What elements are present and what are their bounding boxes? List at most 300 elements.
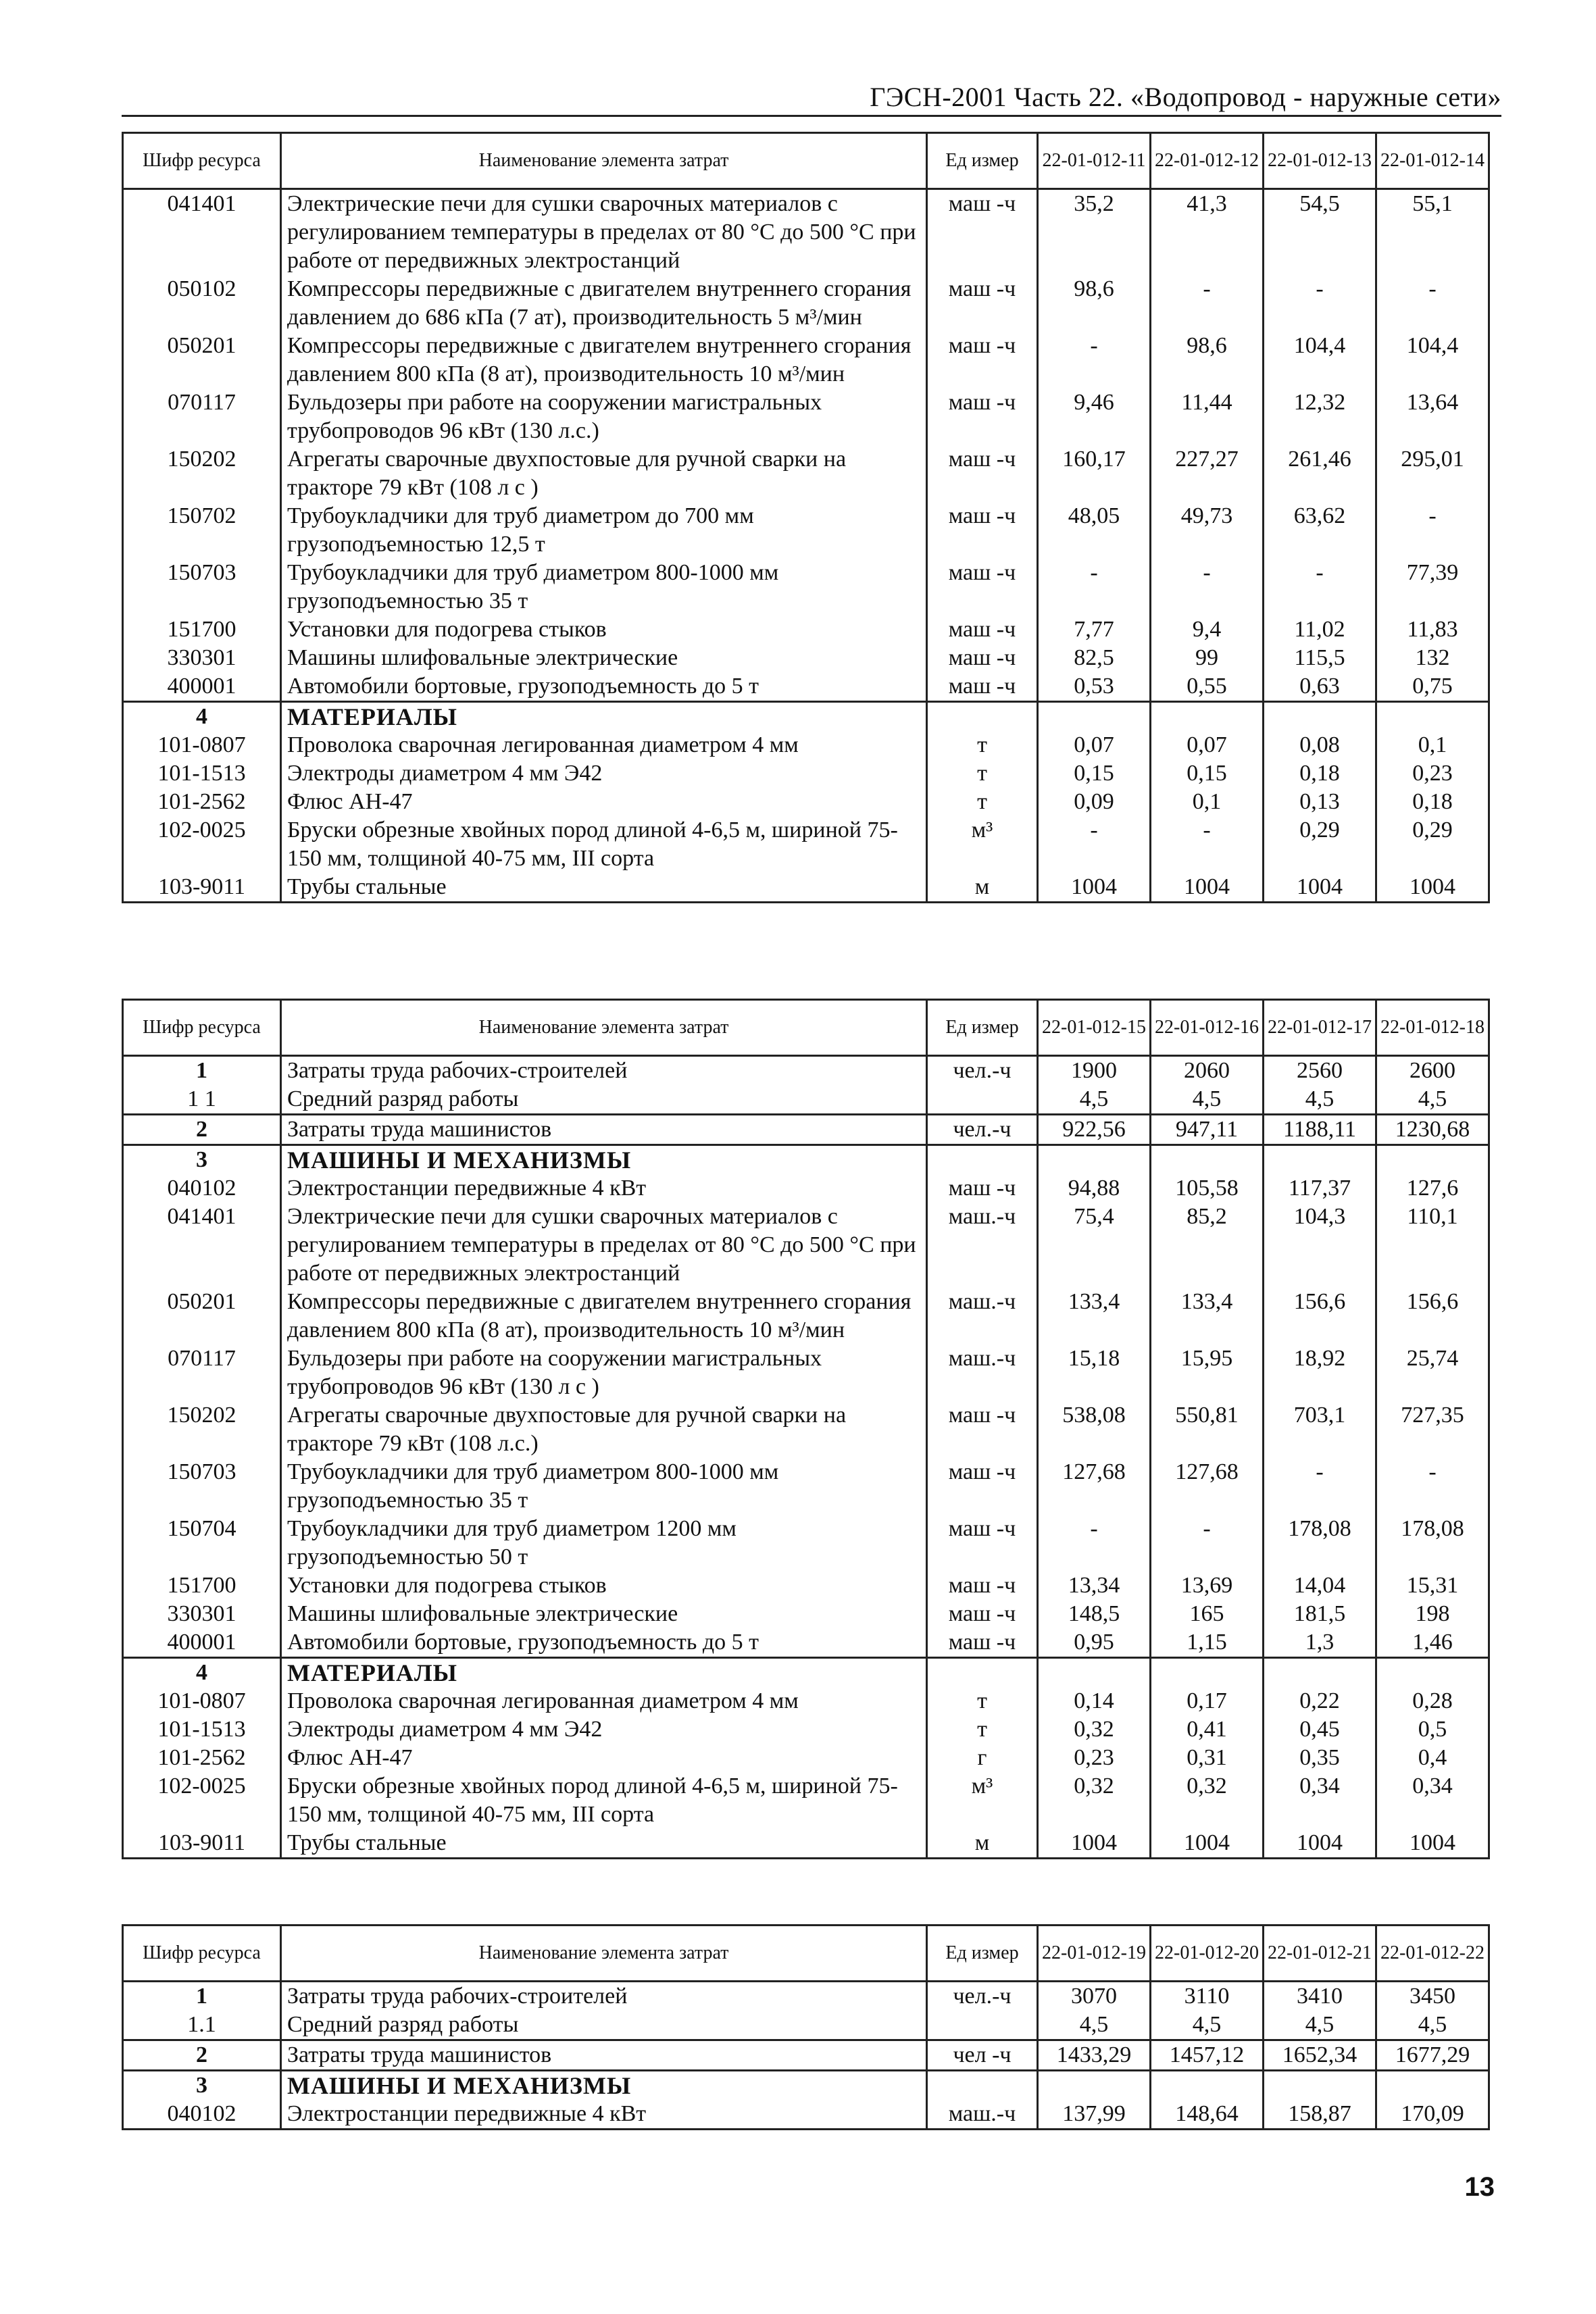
cell-code: 1 1 bbox=[123, 1085, 281, 1115]
cell-v4: 0,28 bbox=[1376, 1687, 1489, 1715]
cell-unit: маш -ч bbox=[927, 1401, 1038, 1458]
cell-v3: 156,6 bbox=[1264, 1288, 1376, 1344]
table-row bbox=[123, 332, 1489, 388]
cell-name: Электрические печи для сушки сварочных материалов с регулированием температуры в пределах от 80 °С до 500 °С при работе от передвижных электростанций bbox=[281, 1203, 927, 1288]
cell-v3: 4,5 bbox=[1264, 1085, 1376, 1115]
cell-v4: 0,1 bbox=[1376, 731, 1489, 759]
cell-unit bbox=[927, 1658, 1038, 1688]
cell-v4: 15,31 bbox=[1376, 1571, 1489, 1600]
cell-unit: маш.-ч bbox=[927, 1344, 1038, 1401]
cell-v2: 550,81 bbox=[1151, 1401, 1264, 1458]
cell-name: Электрические печи для сушки сварочных материалов с регулированием температуры в пределах от 80 °С до 500 °С при работе от передвижных электростанций bbox=[281, 189, 927, 276]
cell-unit bbox=[927, 1145, 1038, 1175]
cell-v2: 227,27 bbox=[1151, 445, 1264, 502]
cell-name: Агрегаты сварочные двухпостовые для ручной сварки на тракторе 79 кВт (108 л.с.) bbox=[281, 1401, 927, 1458]
cell-name: Трубоукладчики для труб диаметром 1200 мм грузоподъемностью 50 т bbox=[281, 1515, 927, 1571]
cell-v4 bbox=[1376, 1658, 1489, 1688]
cell-v4: 2600 bbox=[1376, 1056, 1489, 1086]
cell-v1: 35,2 bbox=[1038, 189, 1151, 276]
cell-v3: 0,08 bbox=[1264, 731, 1376, 759]
cell-unit: маш.-ч bbox=[927, 1288, 1038, 1344]
cell-name: Трубоукладчики для труб диаметром 800-1000 мм грузоподъемностью 35 т bbox=[281, 559, 927, 615]
cell-v3: 0,45 bbox=[1264, 1715, 1376, 1744]
cell-code: 150202 bbox=[123, 1401, 281, 1458]
cell-v3: 18,92 bbox=[1264, 1344, 1376, 1401]
cell-v1: 1004 bbox=[1038, 1829, 1151, 1859]
header-row bbox=[123, 133, 1489, 189]
cell-v2: 2060 bbox=[1151, 1056, 1264, 1086]
cell-v4: 1677,29 bbox=[1376, 2040, 1489, 2071]
cell-unit: маш -ч bbox=[927, 1571, 1038, 1600]
cell-name: Электростанции передвижные 4 кВт bbox=[281, 1174, 927, 1203]
cell-v1: 160,17 bbox=[1038, 445, 1151, 502]
cell-v1: 75,4 bbox=[1038, 1203, 1151, 1288]
table-row bbox=[123, 502, 1489, 559]
table-row bbox=[123, 1829, 1489, 1859]
cell-name: Средний разряд работы bbox=[281, 1085, 927, 1115]
cell-v2: - bbox=[1151, 275, 1264, 332]
cell-name: МАШИНЫ И МЕХАНИЗМЫ bbox=[281, 1145, 927, 1175]
table-row bbox=[123, 1715, 1489, 1744]
cell-v2: 105,58 bbox=[1151, 1174, 1264, 1203]
cell-code: 4 bbox=[123, 702, 281, 732]
cell-v3 bbox=[1264, 702, 1376, 732]
cell-unit: т bbox=[927, 788, 1038, 816]
cell-code: 400001 bbox=[123, 672, 281, 702]
cell-name: Трубоукладчики для труб диаметром 800-1000 мм грузоподъемностью 35 т bbox=[281, 1458, 927, 1515]
cell-v3: 158,87 bbox=[1264, 2100, 1376, 2130]
cell-v2: 4,5 bbox=[1151, 2011, 1264, 2040]
cell-code: 101-1513 bbox=[123, 759, 281, 788]
cell-v2: 11,44 bbox=[1151, 388, 1264, 445]
cell-v4: 132 bbox=[1376, 644, 1489, 672]
cell-v4 bbox=[1376, 1145, 1489, 1175]
cell-v2: 15,95 bbox=[1151, 1344, 1264, 1401]
cell-unit: маш -ч bbox=[927, 1515, 1038, 1571]
column-header-v1: 22-01-012-11 bbox=[1038, 133, 1151, 189]
header-row bbox=[123, 1000, 1489, 1056]
cell-name: Автомобили бортовые, грузоподъемность до 5 т bbox=[281, 1628, 927, 1658]
cell-v2: 133,4 bbox=[1151, 1288, 1264, 1344]
cell-v3: 12,32 bbox=[1264, 388, 1376, 445]
cell-code: 101-0807 bbox=[123, 731, 281, 759]
cell-v3: 0,35 bbox=[1264, 1744, 1376, 1772]
cell-v2: 9,4 bbox=[1151, 615, 1264, 644]
cell-v4: 0,29 bbox=[1376, 816, 1489, 873]
cell-v4: 156,6 bbox=[1376, 1288, 1489, 1344]
cell-v1: 0,53 bbox=[1038, 672, 1151, 702]
cell-v3: 4,5 bbox=[1264, 2011, 1376, 2040]
column-header-name: Наименование элемента затрат bbox=[281, 133, 927, 189]
cell-v3: 178,08 bbox=[1264, 1515, 1376, 1571]
table-row bbox=[123, 759, 1489, 788]
cell-unit: чел.-ч bbox=[927, 1982, 1038, 2011]
cell-v1: 133,4 bbox=[1038, 1288, 1151, 1344]
column-header-v2: 22-01-012-12 bbox=[1151, 133, 1264, 189]
table-row bbox=[123, 816, 1489, 873]
cell-v3: 2560 bbox=[1264, 1056, 1376, 1086]
cell-name: Трубоукладчики для труб диаметром до 700 мм грузоподъемностью 12,5 т bbox=[281, 502, 927, 559]
cell-v4: 0,5 bbox=[1376, 1715, 1489, 1744]
column-header-code: Шифр ресурса bbox=[123, 1000, 281, 1056]
cell-name: Компрессоры передвижные с двигателем внутреннего сгорания давлением до 686 кПа (7 ат), производительность 5 м³/мин bbox=[281, 275, 927, 332]
cell-v4: 0,23 bbox=[1376, 759, 1489, 788]
cell-v3: 703,1 bbox=[1264, 1401, 1376, 1458]
cell-unit: т bbox=[927, 759, 1038, 788]
cell-v1: 148,5 bbox=[1038, 1600, 1151, 1628]
cell-unit: маш -ч bbox=[927, 615, 1038, 644]
cell-unit: маш -ч bbox=[927, 502, 1038, 559]
cell-unit: маш -ч bbox=[927, 189, 1038, 276]
cell-v2: 13,69 bbox=[1151, 1571, 1264, 1600]
cell-v2: 3110 bbox=[1151, 1982, 1264, 2011]
cell-v4: 1004 bbox=[1376, 1829, 1489, 1859]
cell-v1: 1900 bbox=[1038, 1056, 1151, 1086]
cell-v3: 0,13 bbox=[1264, 788, 1376, 816]
cell-code: 103-9011 bbox=[123, 1829, 281, 1859]
cell-v1: - bbox=[1038, 1515, 1151, 1571]
cell-v2: 165 bbox=[1151, 1600, 1264, 1628]
cell-v1: 0,32 bbox=[1038, 1715, 1151, 1744]
cell-v4: 0,18 bbox=[1376, 788, 1489, 816]
table-row bbox=[123, 1174, 1489, 1203]
cell-code: 2 bbox=[123, 2040, 281, 2071]
cell-v3: 115,5 bbox=[1264, 644, 1376, 672]
cell-v2: 1004 bbox=[1151, 1829, 1264, 1859]
table-row bbox=[123, 1288, 1489, 1344]
cell-code: 150202 bbox=[123, 445, 281, 502]
cell-code: 102-0025 bbox=[123, 1772, 281, 1829]
cell-v2: 0,15 bbox=[1151, 759, 1264, 788]
table-row bbox=[123, 1571, 1489, 1600]
cell-code: 050201 bbox=[123, 1288, 281, 1344]
cell-name: Средний разряд работы bbox=[281, 2011, 927, 2040]
cell-name: Флюс АН-47 bbox=[281, 788, 927, 816]
cell-code: 041401 bbox=[123, 1203, 281, 1288]
column-header-unit: Ед измер bbox=[927, 1926, 1038, 1982]
cell-name: Бульдозеры при работе на сооружении магистральных трубопроводов 96 кВт (130 л.с.) bbox=[281, 388, 927, 445]
column-header-v3: 22-01-012-21 bbox=[1264, 1926, 1376, 1982]
cell-name: МАТЕРИАЛЫ bbox=[281, 1658, 927, 1688]
cell-name: Компрессоры передвижные с двигателем внутреннего сгорания давлением 800 кПа (8 ат), производительность 10 м³/мин bbox=[281, 1288, 927, 1344]
cell-v1: 137,99 bbox=[1038, 2100, 1151, 2130]
table-row bbox=[123, 1458, 1489, 1515]
cell-v4: 25,74 bbox=[1376, 1344, 1489, 1401]
cell-unit: м³ bbox=[927, 1772, 1038, 1829]
cell-v3: 0,18 bbox=[1264, 759, 1376, 788]
cell-v1: 7,77 bbox=[1038, 615, 1151, 644]
cell-v2: - bbox=[1151, 1515, 1264, 1571]
resource-table-1 bbox=[122, 132, 1490, 903]
cell-name: Затраты труда машинистов bbox=[281, 2040, 927, 2071]
column-header-v3: 22-01-012-13 bbox=[1264, 133, 1376, 189]
cell-unit: маш.-ч bbox=[927, 2100, 1038, 2130]
cell-code: 1 bbox=[123, 1982, 281, 2011]
cell-unit: т bbox=[927, 731, 1038, 759]
table-row bbox=[123, 2100, 1489, 2130]
cell-code: 1 bbox=[123, 1056, 281, 1086]
cell-unit: маш -ч bbox=[927, 445, 1038, 502]
table-row bbox=[123, 388, 1489, 445]
cell-code: 330301 bbox=[123, 1600, 281, 1628]
cell-unit bbox=[927, 2011, 1038, 2040]
cell-v3: 1004 bbox=[1264, 873, 1376, 903]
cell-v1: 13,34 bbox=[1038, 1571, 1151, 1600]
cell-v2: 0,55 bbox=[1151, 672, 1264, 702]
cell-name: Машины шлифовальные электрические bbox=[281, 1600, 927, 1628]
cell-v2: 98,6 bbox=[1151, 332, 1264, 388]
cell-v3: - bbox=[1264, 1458, 1376, 1515]
resource-table-2 bbox=[122, 999, 1490, 1859]
cell-name: Электроды диаметром 4 мм Э42 bbox=[281, 759, 927, 788]
cell-v3 bbox=[1264, 2071, 1376, 2101]
cell-unit bbox=[927, 1085, 1038, 1115]
cell-code: 040102 bbox=[123, 2100, 281, 2130]
column-header-code: Шифр ресурса bbox=[123, 1926, 281, 1982]
cell-v1: 15,18 bbox=[1038, 1344, 1151, 1401]
table-row bbox=[123, 1628, 1489, 1658]
cell-code: 150704 bbox=[123, 1515, 281, 1571]
cell-code: 3 bbox=[123, 1145, 281, 1175]
cell-unit: чел.-ч bbox=[927, 1056, 1038, 1086]
cell-v4: 127,6 bbox=[1376, 1174, 1489, 1203]
cell-v1: - bbox=[1038, 559, 1151, 615]
cell-code: 070117 bbox=[123, 1344, 281, 1401]
cell-code: 2 bbox=[123, 1115, 281, 1145]
column-header-unit: Ед измер bbox=[927, 133, 1038, 189]
cell-unit: маш -ч bbox=[927, 275, 1038, 332]
cell-v1: 82,5 bbox=[1038, 644, 1151, 672]
column-header-v1: 22-01-012-19 bbox=[1038, 1926, 1151, 1982]
table-row bbox=[123, 672, 1489, 702]
cell-v3 bbox=[1264, 1145, 1376, 1175]
cell-v1: 0,15 bbox=[1038, 759, 1151, 788]
cell-unit bbox=[927, 2071, 1038, 2101]
cell-v4: - bbox=[1376, 1458, 1489, 1515]
cell-v3 bbox=[1264, 1658, 1376, 1688]
cell-v1: - bbox=[1038, 332, 1151, 388]
table-row bbox=[123, 1772, 1489, 1829]
cell-v1: 4,5 bbox=[1038, 1085, 1151, 1115]
cell-v1: 0,23 bbox=[1038, 1744, 1151, 1772]
page-header bbox=[122, 80, 1501, 117]
cell-code: 041401 bbox=[123, 189, 281, 276]
cell-code: 151700 bbox=[123, 615, 281, 644]
cell-v4: 3450 bbox=[1376, 1982, 1489, 2011]
cell-name: Трубы стальные bbox=[281, 873, 927, 903]
column-header-code: Шифр ресурса bbox=[123, 133, 281, 189]
table-row bbox=[123, 1056, 1489, 1086]
cell-unit: маш -ч bbox=[927, 559, 1038, 615]
column-header-v3: 22-01-012-17 bbox=[1264, 1000, 1376, 1056]
cell-v1: 1004 bbox=[1038, 873, 1151, 903]
cell-v1: - bbox=[1038, 816, 1151, 873]
table-row bbox=[123, 1344, 1489, 1401]
table-row bbox=[123, 1515, 1489, 1571]
cell-v3: 0,63 bbox=[1264, 672, 1376, 702]
cell-v3: 1188,11 bbox=[1264, 1115, 1376, 1145]
cell-v1: 9,46 bbox=[1038, 388, 1151, 445]
cell-unit: маш.-ч bbox=[927, 1203, 1038, 1288]
cell-code: 400001 bbox=[123, 1628, 281, 1658]
cell-v3: 0,34 bbox=[1264, 1772, 1376, 1829]
header-row bbox=[123, 1926, 1489, 1982]
cell-name: Бруски обрезные хвойных пород длиной 4-6,5 м, шириной 75-150 мм, толщиной 40-75 мм, III сорта bbox=[281, 1772, 927, 1829]
cell-v1: 0,07 bbox=[1038, 731, 1151, 759]
table-row bbox=[123, 1115, 1489, 1145]
cell-code: 101-0807 bbox=[123, 1687, 281, 1715]
table-row bbox=[123, 2071, 1489, 2101]
cell-unit: чел.-ч bbox=[927, 1115, 1038, 1145]
column-header-v2: 22-01-012-20 bbox=[1151, 1926, 1264, 1982]
cell-unit: чел -ч bbox=[927, 2040, 1038, 2071]
cell-v3: 261,46 bbox=[1264, 445, 1376, 502]
table-row bbox=[123, 1085, 1489, 1115]
cell-v1: 0,95 bbox=[1038, 1628, 1151, 1658]
cell-v2: 1004 bbox=[1151, 873, 1264, 903]
table-row bbox=[123, 1982, 1489, 2011]
cell-v2: 4,5 bbox=[1151, 1085, 1264, 1115]
cell-v4: 55,1 bbox=[1376, 189, 1489, 276]
cell-v4: 11,83 bbox=[1376, 615, 1489, 644]
cell-code: 101-1513 bbox=[123, 1715, 281, 1744]
cell-v3: 104,4 bbox=[1264, 332, 1376, 388]
cell-v1: 3070 bbox=[1038, 1982, 1151, 2011]
cell-unit: маш -ч bbox=[927, 1600, 1038, 1628]
cell-unit: маш -ч bbox=[927, 388, 1038, 445]
cell-v2: 0,41 bbox=[1151, 1715, 1264, 1744]
cell-v2: - bbox=[1151, 559, 1264, 615]
cell-v2: 0,1 bbox=[1151, 788, 1264, 816]
cell-v2: 85,2 bbox=[1151, 1203, 1264, 1288]
cell-v4: 198 bbox=[1376, 1600, 1489, 1628]
cell-v1: 4,5 bbox=[1038, 2011, 1151, 2040]
cell-name: Трубы стальные bbox=[281, 1829, 927, 1859]
cell-unit: м bbox=[927, 1829, 1038, 1859]
cell-v2: 0,17 bbox=[1151, 1687, 1264, 1715]
cell-name: Бруски обрезные хвойных пород длиной 4-6,5 м, шириной 75-150 мм, толщиной 40-75 мм, III сорта bbox=[281, 816, 927, 873]
cell-v2: 947,11 bbox=[1151, 1115, 1264, 1145]
cell-code: 050201 bbox=[123, 332, 281, 388]
table-row bbox=[123, 1658, 1489, 1688]
table-row bbox=[123, 644, 1489, 672]
cell-v1 bbox=[1038, 1145, 1151, 1175]
cell-v4: 77,39 bbox=[1376, 559, 1489, 615]
table-row bbox=[123, 788, 1489, 816]
cell-v3: 3410 bbox=[1264, 1982, 1376, 2011]
cell-code: 050102 bbox=[123, 275, 281, 332]
cell-v2 bbox=[1151, 2071, 1264, 2101]
cell-name: Затраты труда машинистов bbox=[281, 1115, 927, 1145]
cell-v3: - bbox=[1264, 559, 1376, 615]
cell-v4: 4,5 bbox=[1376, 2011, 1489, 2040]
cell-code: 102-0025 bbox=[123, 816, 281, 873]
cell-v3: 0,29 bbox=[1264, 816, 1376, 873]
cell-v1: 48,05 bbox=[1038, 502, 1151, 559]
cell-v1: 0,09 bbox=[1038, 788, 1151, 816]
cell-v4: - bbox=[1376, 502, 1489, 559]
cell-v1: 98,6 bbox=[1038, 275, 1151, 332]
table-row bbox=[123, 2011, 1489, 2040]
table-row bbox=[123, 2040, 1489, 2071]
cell-unit: маш -ч bbox=[927, 1458, 1038, 1515]
cell-v2 bbox=[1151, 1658, 1264, 1688]
table-row bbox=[123, 445, 1489, 502]
cell-name: Затраты труда рабочих-строителей bbox=[281, 1056, 927, 1086]
cell-code: 101-2562 bbox=[123, 788, 281, 816]
cell-v4 bbox=[1376, 2071, 1489, 2101]
cell-unit: маш -ч bbox=[927, 672, 1038, 702]
cell-v2: 1457,12 bbox=[1151, 2040, 1264, 2071]
cell-v3: 1,3 bbox=[1264, 1628, 1376, 1658]
cell-v2 bbox=[1151, 702, 1264, 732]
cell-name: Проволока сварочная легированная диаметром 4 мм bbox=[281, 731, 927, 759]
resource-table-3 bbox=[122, 1924, 1490, 2130]
cell-v1: 0,14 bbox=[1038, 1687, 1151, 1715]
cell-v3: 104,3 bbox=[1264, 1203, 1376, 1288]
cell-v4: 727,35 bbox=[1376, 1401, 1489, 1458]
cell-v1 bbox=[1038, 1658, 1151, 1688]
cell-v2: 49,73 bbox=[1151, 502, 1264, 559]
cell-v1 bbox=[1038, 2071, 1151, 2101]
cell-code: 1.1 bbox=[123, 2011, 281, 2040]
cell-code: 103-9011 bbox=[123, 873, 281, 903]
cell-v1 bbox=[1038, 702, 1151, 732]
cell-v3: 117,37 bbox=[1264, 1174, 1376, 1203]
column-header-name: Наименование элемента затрат bbox=[281, 1000, 927, 1056]
cell-unit: маш -ч bbox=[927, 1174, 1038, 1203]
cell-unit: маш -ч bbox=[927, 332, 1038, 388]
cell-v4 bbox=[1376, 702, 1489, 732]
cell-v4: 170,09 bbox=[1376, 2100, 1489, 2130]
column-header-name: Наименование элемента затрат bbox=[281, 1926, 927, 1982]
cell-name: Машины шлифовальные электрические bbox=[281, 644, 927, 672]
cell-code: 3 bbox=[123, 2071, 281, 2101]
cell-v1: 538,08 bbox=[1038, 1401, 1151, 1458]
cell-name: Агрегаты сварочные двухпостовые для ручной сварки на тракторе 79 кВт (108 л с ) bbox=[281, 445, 927, 502]
cell-name: Электроды диаметром 4 мм Э42 bbox=[281, 1715, 927, 1744]
cell-name: МАШИНЫ И МЕХАНИЗМЫ bbox=[281, 2071, 927, 2101]
table-row bbox=[123, 873, 1489, 903]
cell-v3: - bbox=[1264, 275, 1376, 332]
cell-v2: - bbox=[1151, 816, 1264, 873]
cell-v2: 99 bbox=[1151, 644, 1264, 672]
cell-name: Автомобили бортовые, грузоподъемность до 5 т bbox=[281, 672, 927, 702]
table-row bbox=[123, 275, 1489, 332]
table-row bbox=[123, 1145, 1489, 1175]
cell-v2: 148,64 bbox=[1151, 2100, 1264, 2130]
cell-code: 330301 bbox=[123, 644, 281, 672]
cell-v4: 1,46 bbox=[1376, 1628, 1489, 1658]
cell-name: Затраты труда рабочих-строителей bbox=[281, 1982, 927, 2011]
cell-unit: г bbox=[927, 1744, 1038, 1772]
table-row bbox=[123, 731, 1489, 759]
table-row bbox=[123, 1744, 1489, 1772]
column-header-unit: Ед измер bbox=[927, 1000, 1038, 1056]
column-header-v1: 22-01-012-15 bbox=[1038, 1000, 1151, 1056]
cell-v2: 0,07 bbox=[1151, 731, 1264, 759]
cell-code: 151700 bbox=[123, 1571, 281, 1600]
cell-v3: 11,02 bbox=[1264, 615, 1376, 644]
cell-name: Проволока сварочная легированная диаметром 4 мм bbox=[281, 1687, 927, 1715]
cell-code: 150703 bbox=[123, 1458, 281, 1515]
column-header-v4: 22-01-012-18 bbox=[1376, 1000, 1489, 1056]
cell-v4: 1230,68 bbox=[1376, 1115, 1489, 1145]
cell-v4: 178,08 bbox=[1376, 1515, 1489, 1571]
cell-v2: 1,15 bbox=[1151, 1628, 1264, 1658]
cell-unit: маш -ч bbox=[927, 1628, 1038, 1658]
cell-v4: 1004 bbox=[1376, 873, 1489, 903]
